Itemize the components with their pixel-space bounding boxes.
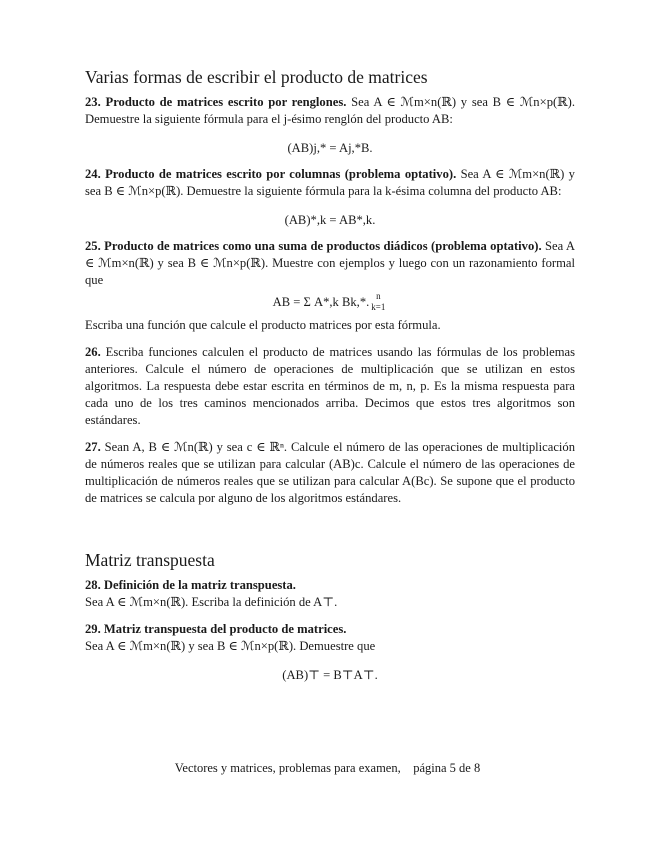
sum-limits — [371, 291, 385, 313]
problem-body: Sea A ∈ ℳm×n(ℝ) y sea B ∈ ℳn×p(ℝ). Demuestre que — [85, 639, 376, 654]
problem-25 — [85, 238, 575, 289]
section-title: Matriz transpuesta — [85, 550, 215, 571]
equation-25 — [85, 291, 575, 313]
problem-24 — [85, 166, 575, 200]
problem-body: Sea A ∈ ℳm×n(ℝ). Escriba la definición de A⊤. — [85, 595, 338, 610]
problem-number: 25. — [85, 239, 101, 253]
problem-body: Sea A ∈ ℳm×n(ℝ) y sea B ∈ ℳn×p(ℝ). Muestre con ejemplos y luego con un razonamiento formal que — [85, 239, 576, 287]
page-number: página 5 de 8 — [413, 761, 481, 775]
equation-29: (AB)⊤ = B⊤A⊤. — [282, 668, 378, 683]
problem-26 — [85, 344, 575, 429]
problem-number: 27. — [85, 440, 101, 455]
problem-number: 29. — [85, 622, 101, 637]
problem-heading: Producto de matrices como una suma de productos diádicos (problema optativo). — [104, 239, 542, 253]
problem-body: Escriba funciones calculen el producto de matrices usando las fórmulas de los problemas anteriores. Calcule el número de operaciones de multiplicación que se utilizan en estos algoritmos. La respuesta debe estar escrita en términos de m, n, p. Es la misma respuesta para cada uno de los tres caminos mencionados arriba. Decimos que estos tres algoritmos son estándares. — [85, 345, 575, 428]
sum-upper-limit: n — [376, 291, 381, 302]
problem-body: Sean A, B ∈ ℳn(ℝ) y sea c ∈ ℝⁿ. Calcule el número de las operaciones de multiplicación de números reales que se utilizan para calcular (AB)c. Calcule el número de las operaciones de multiplicación de números reales que se utilizan para calcular A(Bc). Se supone que el producto de matrices se calcula por alguno de los algoritmos estándares. — [85, 440, 576, 506]
problem-body: Sea A ∈ ℳm×n(ℝ) y sea B ∈ ℳn×p(ℝ). Demuestre la siguiente fórmula para el j-ésimo renglón del producto AB: — [85, 95, 575, 126]
problem-27 — [85, 439, 575, 507]
problem-number: 26. — [85, 345, 101, 360]
problem-body: Sea A ∈ ℳm×n(ℝ) y sea B ∈ ℳn×p(ℝ). Demuestre la siguiente fórmula para la k-ésima columna del producto AB: — [85, 167, 575, 198]
problem-heading: Producto de matrices escrito por renglones. — [105, 95, 347, 109]
problem-28 — [85, 577, 575, 611]
problem-number: 24. — [85, 167, 101, 181]
equation-23: (AB)j,* = Aj,*B. — [287, 141, 373, 155]
equation-text: AB = Σ A*,k Bk,*. — [272, 295, 370, 310]
problem-25-after: Escriba una función que calcule el producto matrices por esta fórmula. — [85, 318, 441, 333]
problem-number: 23. — [85, 95, 101, 109]
section-title: Varias formas de escribir el producto de matrices — [85, 67, 428, 87]
problem-heading: Matriz transpuesta del producto de matrices. — [103, 622, 347, 637]
sum-lower-limit: k=1 — [371, 302, 386, 313]
problem-23 — [85, 94, 575, 128]
page-footer — [0, 761, 655, 776]
equation-24: (AB)*,k = AB*,k. — [284, 213, 376, 227]
page-content — [85, 66, 575, 693]
footer-text: Vectores y matrices, problemas para examen, — [174, 761, 401, 775]
problem-heading: Definición de la matriz transpuesta. — [103, 578, 296, 593]
problem-29 — [85, 621, 575, 655]
problem-heading: Producto de matrices escrito por columnas (problema optativo). — [105, 167, 457, 181]
problem-number: 28. — [85, 578, 101, 593]
sum-expression — [273, 291, 388, 313]
